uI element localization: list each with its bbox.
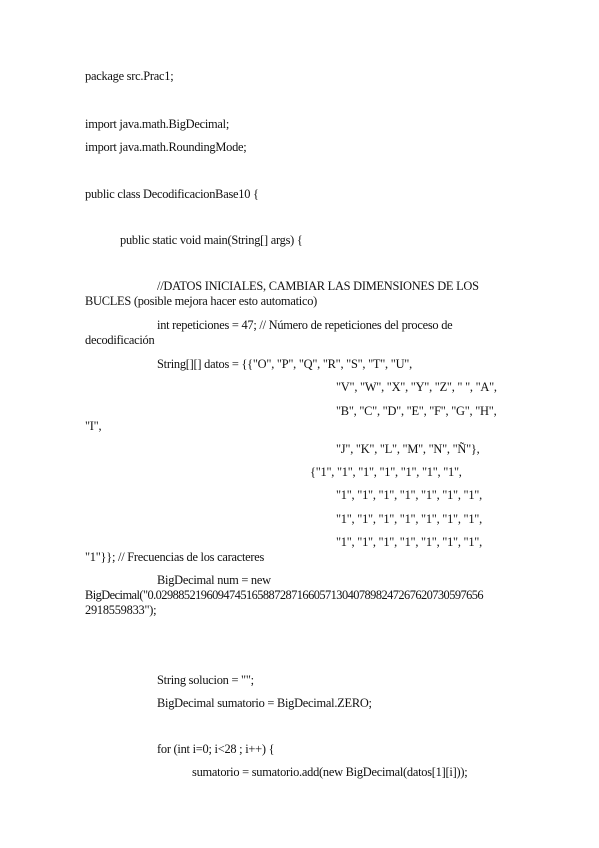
code-line-sum-add: sumatorio = sumatorio.add(new BigDecimal(datos[1][i])); — [192, 765, 468, 779]
code-line-freq-2: "1", "1", "1", "1", "1", "1", "1", — [336, 488, 482, 502]
code-line-import-1: import java.math.BigDecimal; — [85, 117, 230, 131]
code-line-freq-1: {"1", "1", "1", "1", "1", "1", "1", — [310, 465, 462, 479]
code-line-comment-1: //DATOS INICIALES, CAMBIAR LAS DIMENSIONES DE LOS — [157, 279, 479, 293]
code-line-decod: decodificación — [85, 333, 155, 347]
code-line-datos-5: "J", "K", "L", "M", "N", "Ñ"}, — [336, 442, 480, 456]
code-line-num-2: BigDecimal("0.0298852196094745165887287166057130407898247267620730597656 — [85, 588, 484, 602]
code-line-repeticiones: int repeticiones = 47; // Número de repeticiones del proceso de — [157, 318, 453, 332]
code-line-package: package src.Prac1; — [85, 69, 174, 83]
code-line-freq-4: "1", "1", "1", "1", "1", "1", "1", — [336, 535, 482, 549]
code-line-freq-3: "1", "1", "1", "1", "1", "1", "1", — [336, 512, 482, 526]
code-line-datos-3: "B", "C", "D", "E", "F", "G", "H", — [336, 404, 497, 418]
code-line-comment-2: BUCLES (posible mejora hacer esto automatico) — [85, 294, 318, 308]
code-line-datos-1: String[][] datos = {{"O", "P", "Q", "R", "S", "T", "U", — [157, 357, 412, 371]
code-line-num-1: BigDecimal num = new — [157, 573, 271, 587]
code-line-import-2: import java.math.RoundingMode; — [85, 140, 247, 154]
code-line-datos-2: "V", "W", "X", "Y", "Z", " ", "A", — [336, 380, 497, 394]
code-line-freq-5: "1"}}; // Frecuencias de los caracteres — [85, 550, 265, 564]
code-line-sumatorio: BigDecimal sumatorio = BigDecimal.ZERO; — [157, 696, 372, 710]
code-line-datos-4: "I", — [85, 419, 102, 433]
code-line-for: for (int i=0; i<28 ; i++) { — [157, 742, 275, 756]
code-line-main: public static void main(String[] args) { — [120, 233, 303, 247]
code-line-class: public class DecodificacionBase10 { — [85, 187, 259, 201]
code-line-num-3: 2918559833"); — [85, 603, 157, 617]
code-line-solucion: String solucion = ""; — [157, 673, 254, 687]
